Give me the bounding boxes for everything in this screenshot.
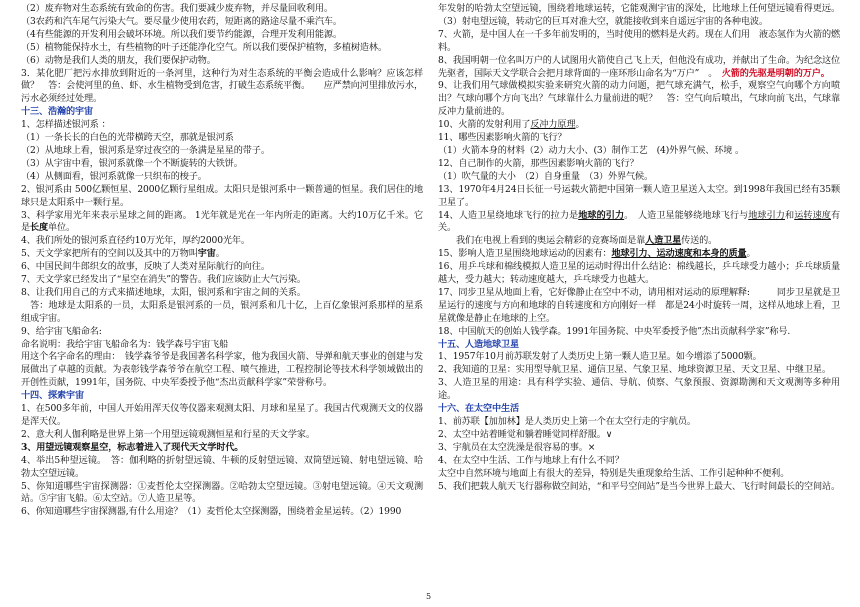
section-heading-13: 十三、浩瀚的宇宙 [21, 106, 94, 118]
bold-term: 宇宙 [197, 248, 216, 260]
text-run: 。 [215, 249, 225, 260]
paragraph: 6、你知道哪些宇宙探测器,有什么用途？（1）麦哲伦太空探测器，围绕着金星运转。（2）1990 [21, 507, 402, 518]
underlined-term: 地球的引力 [578, 209, 625, 221]
text-run: 我们在电视上看到的奥运会精彩的竞赛场面是靠 [438, 236, 646, 247]
underlined-term: 反冲力原理 [530, 120, 576, 131]
paragraph: （2）废弃物对生态系统有致命的伤害。我们要减少废弃物，并尽量回收利用。 [21, 4, 333, 14]
paragraph: （3农药和汽车尾气污染大气。要尽量少使用农药，短距离的路途尽量不乘汽车。 [21, 16, 342, 27]
paragraph: 7、天文学家已经发出了“星空在消失”的警告。我们应该防止大气污染。 [21, 275, 306, 286]
text-run: 。 人造卫星能够绕地球飞行与 [624, 210, 749, 221]
paragraph: 1、怎样描述银河系 ： [21, 120, 111, 131]
paragraph: 9、给宇宙飞船命名: [21, 326, 102, 337]
paragraph: （4）从侧面看，银河系就像一只织布的梭子。 [21, 171, 207, 182]
paragraph: （5）植物能保持水土，有些植物的叶子还能净化空气。所以我们要保护植物，多植树造林。 [21, 42, 387, 53]
paragraph: （6）动物是我们人类的朋友，我们要保护动物。 [21, 55, 216, 66]
section-heading-16: 十六、在太空中生活 [438, 403, 520, 415]
text-run: 有关。 [438, 210, 840, 234]
page-number: 5 [426, 592, 432, 601]
paragraph: 5、我们把载人航天飞行器称做空间站，“和平号空间站”是当今世界上最大、飞行时间最长的空间站。 [438, 481, 840, 492]
underlined-term: 地球引力、运动速度和本身的质量 [611, 248, 747, 260]
paragraph [438, 55, 840, 81]
paragraph: 4、我们所处的银河系直径约10万光年，厚约2000光年。 [21, 236, 250, 247]
underlined-term: 地球引力 [748, 210, 785, 221]
paragraph: 1、1957年10月前苏联发射了人类历史上第一颗人造卫星。如今增添了5000颗。 [438, 352, 762, 363]
paragraph: 2、意大利人伽利略是世界上第一个用望远镜观测恒星和行星的天文学家。 [21, 429, 315, 440]
paragraph: 2、银河系由 500亿颗恒星、2000亿颗行星组成。太阳只是银河系中一颗普通的恒星。我们居住的地球只是太阳系中一颗行星。 [21, 184, 423, 208]
paragraph: 命名说明：我给宇宙飞船命名为：钱学森号宇宙飞船 [21, 339, 229, 350]
paragraph: （1）火箭本身的材料（2）动力大小、(3）制作工艺 (4)外界气候、环境 。 [438, 145, 744, 156]
right-column [438, 3, 840, 493]
paragraph: 2、我知道的卫星：实用型导航卫星、通信卫星、气象卫星、地球资源卫星、天文卫星、中继卫星。 [438, 365, 831, 376]
paragraph [438, 235, 840, 248]
left-column [21, 3, 423, 519]
text-run: 15、影响人造卫星围绕地球运动的因素有： [438, 249, 612, 260]
text-run: 14、人造卫星绕地球飞行的拉力是 [438, 210, 579, 221]
paragraph: 18、中国航天的创始人钱学森。1991年国务院、中央军委授予他”杰出贡献科学家”称号. [438, 326, 791, 337]
paragraph: （2）从地球上看，银河系是穿过夜空的一条满是星星的带子。 [21, 145, 270, 156]
section-heading-14: 十四、探索宇宙 [21, 390, 85, 402]
paragraph [21, 210, 423, 236]
paragraph: 9、让我们用气球做模拟实验来研究火箭的动力问题，把气球充满气，松手，观察空气向哪个方向喷出？气球向哪个方向飞出？气球靠什么力量前进的呢？ 答：空气向后喷出，气球向前飞出，气球靠反冲力量前进的。 [438, 81, 840, 118]
paragraph: 17、同步卫星从地面上看，它好像静止在空中不动，请用相对运动的原理解释: 同步卫星就是卫星运行的速度与方向和地球的自转速度和方向刚好一样 都是24小时旋转一周，这样从地球上看，卫星就像是静止在地球的上空。 [438, 287, 840, 324]
bold-term: 长度 [30, 222, 49, 234]
underlined-term: 运转速度 [794, 210, 831, 221]
paragraph: 4、在太空中生活、工作与地球上有什么不同？ [438, 455, 624, 466]
highlighted-text: 火箭的先驱是明朝的万户。 [721, 67, 830, 79]
section-heading-15: 十五、人造地球卫星 [438, 338, 520, 350]
paragraph: 太空中自然环境与地面上有很大的差异，特别是失重现象给生活、工作引起种种不便利。 [438, 468, 790, 479]
paragraph: 2、太空中站着睡觉和躺着睡觉同样舒服。∨ [438, 429, 613, 440]
paragraph: 3．某化肥厂把污水排放到附近的一条河里，这种行为对生态系统的平衡会造成什么影响？应该怎样做？ 答：会使河里的鱼、虾、水生植物受到危害，打破生态系统平衡。 应严禁向河里排放污水，污水必须经过处理。 [21, 68, 423, 105]
underlined-term: 人造卫星 [645, 235, 682, 247]
text-run: 和 [785, 210, 795, 221]
paragraph: 3、用望远镜观察星空，标志着进入了现代天文学时代。 [21, 441, 244, 453]
paragraph: 答：地球是太阳系的一员，太阳系是银河系的一员，银河系和几十亿，上百亿象银河系那样的星系组成宇宙。 [21, 300, 423, 324]
paragraph: 5、你知道哪些宇宙探测器：①麦哲伦太空探测器。②哈勃太空望远镜。③射电望远镜。④天文观测站。⑤宇宙飞船。⑥太空站。⑦人造卫星等。 [21, 481, 423, 505]
paragraph: 3、人造卫星的用途：具有科学实验、通信、导航、侦察、气象预报、资源勘测和天文观测等多种用途。 [438, 378, 840, 402]
paragraph: 1、在500多年前，中国人开始用浑天仪等仪器来观测太阳、月球和星星了。我国古代观测天文的仪器是浑天仪。 [21, 404, 423, 427]
paragraph: （4有些能源的开发利用会破坏环境。所以我们要节约能源，合理开发利用能源。 [21, 29, 342, 40]
paragraph [21, 248, 423, 261]
paragraph: （3）从宇宙中看，银河系就像一个不断旋转的大铁饼。 [21, 158, 243, 169]
paragraph [438, 248, 840, 261]
text-run: 。 [746, 249, 756, 260]
paragraph: 16、用乒乓球和棉线模拟人造卫星的运动时得出什么结论：棉线越长，乒乓球受力越小；乒乓球质量越大，受力越大；转动速度越大，乒乓球受力也越大。 [438, 262, 840, 286]
text-run: 10、火箭的发射利用了 [438, 120, 531, 131]
paragraph: 13、1970年4月24日长征一号运载火箭把中国第一颗人造卫星送入太空。到1998年我国已经有35颗卫星了。 [438, 184, 840, 208]
paragraph: 8、让我们用自己的方式来描述地球，太阳，银河系和宇宙之间的关系。 [21, 287, 306, 298]
text-run: 8、我国明朝一位名叫万户的人试图用火箭使自己飞上天，但他没有成功，并献出了生命。为纪念这位先驱者，国际天文学联合会把月球背面的一座环形山命名为“万户” 。 [438, 55, 840, 79]
paragraph: 用这个名字命名的理由： 钱学森爷爷是我国著名科学家，他为我国火箭、导弹和航天事业的创建与发展做出了卓越的贡献。为表彰钱学森爷爷在航空工程、喷气推进，工程控制论等技术科学领域做出的开创性贡献，1991年，国务院、中央军委授予他“杰出贡献科学家”荣誉称号。 [21, 352, 423, 389]
text-run: 。 [575, 120, 585, 131]
paragraph: 年发射的哈勃太空望远镜，围绕着地球运转，它能观测宇宙的深处，比地球上任何望远镜看得更远。（3）射电望远镜，转动它的巨耳对准大空，就能接收到来自遥远宇宙的各种电波。 [438, 4, 840, 27]
paragraph: （1）吹气量的大小 （2）自身重量 （3）外界气候。 [438, 171, 654, 182]
paragraph: （1）一条长长的白色的光带横跨天空，那就是银河系 [21, 133, 234, 144]
paragraph: 11、哪些因素影响火箭的飞行？ [438, 133, 567, 144]
paragraph: 6、中国民间牛郎织女的故事，反映了人类对星际航行的向往。 [21, 262, 270, 273]
paragraph: 12、自己制作的火箭，那些因素影响火箭的飞行？ [438, 158, 639, 169]
text-run: 5、天文学家把所有的空间以及其中的万物叫 [21, 249, 198, 260]
paragraph: 4、举出5种望远镜。 答：伽利略的折射望远镜、牛顿的反射望远镜、双筒望远镜、射电望远镜、哈勃太空望远镜。 [21, 455, 423, 479]
paragraph: 1、前苏联【加加林】是人类历史上第一个在太空行走的宇航员。 [438, 417, 696, 427]
text-run: 3、科学家用光年来表示星球之间的距离。 1光年就是光在一年内所走的距离。大约10万亿千米。它是 [21, 210, 423, 234]
text-run: 传送的。 [681, 236, 718, 247]
text-run: 单位。 [48, 223, 76, 234]
paragraph [438, 210, 840, 236]
paragraph: 7、火箭，是中国人在一千多年前发明的，当时使用的燃料是火药。现在人们用 液态氢作为火箭的燃料。 [438, 29, 840, 53]
paragraph: 3、宇航员在太空洗澡是很容易的事。× [438, 442, 596, 453]
paragraph [438, 119, 840, 132]
